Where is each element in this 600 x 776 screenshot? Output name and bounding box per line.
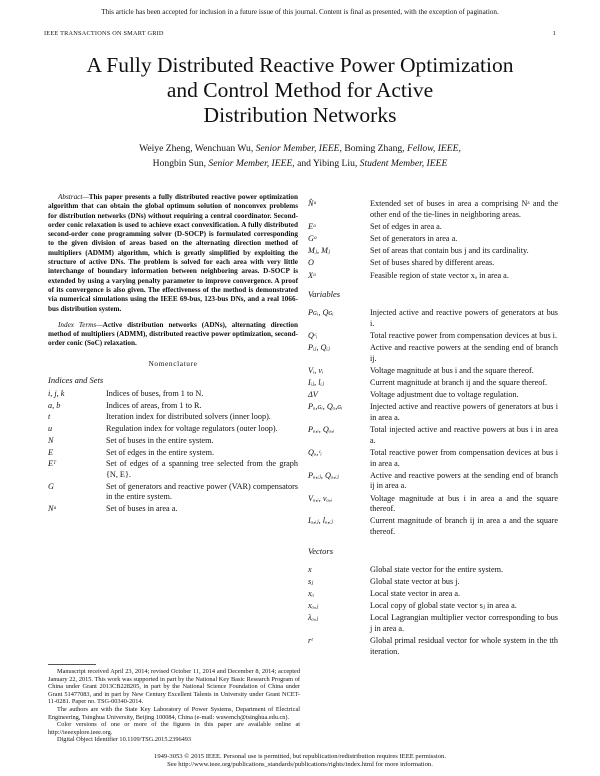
nomenclature-entry: [308, 425, 558, 446]
nomenclature-symbol: N̂ᵃ: [308, 199, 317, 208]
author-role: Student Member, IEEE: [359, 158, 448, 169]
nomenclature-definition: Local Lagrangian multiplier vector corresponding to bus j in area a.: [370, 613, 558, 633]
indices-list: [48, 389, 298, 515]
footnotes: [48, 664, 300, 744]
nomenclature-definition: Global primal residual vector for whole system in the tth iteration.: [370, 636, 558, 656]
author-list: [40, 141, 560, 171]
nomenclature-definition: Injected active and reactive powers of generators at bus i.: [370, 308, 558, 328]
nomenclature-definition: Voltage magnitude at bus i in area a and the square thereof.: [370, 493, 558, 514]
nomenclature-symbol: xₐ,ⱼ: [308, 601, 319, 611]
nomenclature-definition: Current magnitude at branch ij and the square thereof.: [370, 378, 548, 388]
rights-link-line: See http://www.ieee.org/publications_standards/publications/rights/index.html for more information.: [167, 761, 433, 768]
nomenclature-definition: Voltage adjustment due to voltage regulation.: [370, 390, 519, 400]
author-name: Boming Zhang,: [344, 143, 405, 154]
nomenclature-definition: Local state vector in area a.: [370, 588, 461, 598]
nomenclature-entry: [308, 246, 558, 257]
nomenclature-symbol: ΔV: [308, 390, 318, 400]
page-number: 1: [552, 30, 556, 37]
nomenclature-symbol: O: [308, 258, 314, 268]
nomenclature-definition: Feasible region of state vector xₐ in area a.: [370, 270, 509, 280]
nomenclature-definition: Set of generators in area a.: [370, 233, 458, 243]
variables-heading: Variables: [308, 289, 341, 300]
author-name: Hongbin Sun,: [152, 158, 206, 169]
nomenclature-entry: [308, 494, 558, 515]
nomenclature-entry: [48, 389, 298, 400]
nomenclature-entry: [308, 199, 558, 220]
index-terms-text: Active distribution networks (ADNs), alternating direction method of multipliers (ADMM), distributed reactive power optimization, second-order conic (SoC) relaxation.: [48, 320, 298, 348]
nomenclature-entry: [308, 589, 558, 600]
nomenclature-definition: Current magnitude of branch ij in area a and the square thereof.: [370, 516, 558, 536]
nomenclature-entry: [308, 601, 558, 612]
nomenclature-entry: [308, 258, 558, 269]
nomenclature-symbol: Nᵃ: [48, 504, 57, 514]
nomenclature-definition: Set of edges in area a.: [370, 221, 442, 231]
nomenclature-definition: Set of buses in the entire system.: [106, 435, 214, 445]
nomenclature-symbol: a, b: [48, 400, 61, 410]
nomenclature-definition: Global state vector at bus j.: [370, 576, 460, 586]
nomenclature-definition: Total reactive power from compensation devices at bus i.: [370, 330, 557, 340]
nomenclature-entry: [308, 222, 558, 233]
nomenclature-symbol: xₐ: [308, 588, 315, 598]
nomenclature-symbol: Pₐ,ᵢⱼ, Qₐ,ᵢⱼ: [308, 470, 339, 480]
nomenclature-symbol: Pₐ,ᵢ, Qₐ,ᵢ: [308, 425, 335, 435]
nomenclature-symbol: Mⱼ, Mⱼ: [308, 246, 331, 256]
nomenclature-entry: [308, 366, 558, 377]
nomenclature-definition: Global state vector for the entire system.: [370, 564, 504, 574]
footnote-rule: [48, 664, 96, 665]
nomenclature-entry: [48, 459, 298, 480]
nomenclature-definition: Extended set of buses in area a comprising Nᵃ and the other end of the tie-lines in neighboring areas.: [370, 199, 558, 219]
nomenclature-definition: Active and reactive powers at the sending end of branch ij in area a.: [370, 470, 558, 491]
nomenclature-symbol: Pᵢⱼ, Qᵢⱼ: [308, 343, 330, 353]
nomenclature-symbol: Gᵃ: [308, 233, 318, 243]
nomenclature-symbol: N: [48, 435, 54, 445]
abstract-text: This paper presents a fully distributed reactive power optimization algorithm that can obtain the global optimum solution of nonconvex problems for distribution networks (DNs) without requiring a central coordinator. Second-order conic relaxation is used to achieve exact convexification. A fully distributed second-order cone programming solver (D-SOCP) is formulated corresponding to the given division of areas based on the alternating direction method of multipliers (ADMM) algorithm, which is greatly simplified by exploiting the structure of active DNs. The problem is solved for each area with very little interchange of boundary information between neighboring areas. D-SOCP is extended by using a varying penalty parameter to improve convergence. A proof of its convergence is also given. The effectiveness of the method is demonstrated via numerical simulations using the IEEE 69-bus, 123-bus DNs, and a real 1066-bus distribution system.: [48, 193, 298, 313]
nomenclature-definition: Set of generators and reactive power (VAR) compensators in the entire system.: [106, 481, 298, 502]
nomenclature-symbol: sⱼ: [308, 576, 314, 586]
nomenclature-definition: Set of buses in area a.: [106, 504, 178, 514]
variables-list: [308, 308, 558, 537]
author-name: Weiye Zheng, Wenchuan Wu,: [139, 143, 254, 154]
right-column: [308, 199, 558, 659]
nomenclature-symbol: rᵗ: [308, 636, 313, 646]
author-role: Fellow, IEEE,: [407, 143, 461, 154]
abstract-label: Abstract—: [58, 193, 89, 201]
nomenclature-entry: [308, 390, 558, 401]
nomenclature-symbol: G: [48, 481, 54, 491]
nomenclature-definition: Injected active and reactive powers of generators at bus i in area a.: [370, 402, 558, 423]
nomenclature-definition: Voltage magnitude at bus i and the square thereof.: [370, 365, 534, 375]
nomenclature-definition: Set of edges in the entire system.: [106, 447, 215, 457]
nomenclature-symbol: x: [308, 564, 312, 574]
running-head: [44, 30, 556, 37]
nomenclature-definition: Set of edges of a spanning tree selected from the graph {N, E}.: [106, 459, 298, 480]
nomenclature-entry: [48, 424, 298, 435]
nomenclature-symbol: Iᵢⱼ, lᵢⱼ: [308, 378, 325, 388]
nomenclature-definition: Set of areas that contain bus j and its cardinality.: [370, 246, 529, 256]
nomenclature-definition: Indices of areas, from 1 to R.: [106, 400, 202, 410]
nomenclature-entry: [308, 343, 558, 364]
nomenclature-definition: Active and reactive powers at the sending end of branch ij.: [370, 343, 558, 363]
nomenclature-definition: Regulation index for voltage regulators (outer loop).: [106, 424, 278, 434]
title-line: A Fully Distributed Reactive Power Optimization: [86, 53, 514, 77]
sets-list: [308, 199, 558, 281]
copyright-notice: [0, 753, 600, 769]
vectors-heading: Vectors: [308, 545, 334, 556]
nomenclature-entry: [308, 402, 558, 423]
index-terms: [48, 321, 298, 349]
paper-title: [40, 53, 560, 128]
nomenclature-entry: [308, 308, 558, 329]
index-terms-label: Index Terms—: [58, 320, 103, 329]
nomenclature-entry: [308, 577, 558, 588]
nomenclature-entry: [308, 636, 558, 657]
nomenclature-symbol: Qₐ,ᶜᵢ: [308, 448, 322, 457]
nomenclature-symbol: Eᵀ: [48, 459, 57, 469]
footnote-doi: Digital Object Identifier 10.1109/TSG.2015.2396493: [57, 736, 192, 744]
nomenclature-entry: [308, 516, 558, 537]
nomenclature-definition: Total injected active and reactive powers at bus i in area a.: [370, 425, 558, 445]
acceptance-note: This article has been accepted for inclusion in a future issue of this journal. Content is final as presented, with the exception of pagination.: [101, 8, 499, 16]
nomenclature-entry: [308, 471, 558, 492]
nomenclature-symbol: λₐ,ⱼ: [308, 613, 319, 623]
nomenclature-symbol: u: [48, 424, 53, 434]
footnote-affiliation: The authors are with the State Key Laboratory of Power Systems, Department of Electrical Engineering, Tsinghua University, Beijing 100084, China (e-mail: wuwench@tsinghua.edu.cn).: [48, 705, 300, 721]
nomenclature-symbol: Xᵃ: [308, 270, 317, 280]
nomenclature-entry: [308, 565, 558, 576]
author-line: [40, 156, 560, 171]
nomenclature-definition: Local copy of global state vector sⱼ in area a.: [370, 601, 517, 611]
nomenclature-heading: Nomenclature: [148, 358, 198, 368]
author-role: Senior Member, IEEE,: [255, 143, 342, 154]
journal-name: IEEE TRANSACTIONS ON SMART GRID: [44, 30, 164, 37]
nomenclature-symbol: Qᶜᵢ: [308, 330, 318, 340]
nomenclature-entry: [48, 482, 298, 503]
nomenclature-entry: [48, 436, 298, 447]
left-column: [48, 193, 298, 516]
title-line: and Control Method for Active: [166, 78, 434, 102]
nomenclature-symbol: Iₐ,ᵢⱼ, lₐ,ᵢⱼ: [308, 516, 333, 526]
nomenclature-symbol: E: [48, 447, 54, 457]
author-role: Senior Member, IEEE,: [208, 158, 295, 169]
nomenclature-entry: [48, 412, 298, 423]
nomenclature-symbol: Vₐ,ᵢ, vₐ,ᵢ: [308, 493, 333, 503]
nomenclature-entry: [308, 613, 558, 634]
nomenclature-symbol: i, j, k: [48, 388, 65, 398]
nomenclature-definition: Iteration index for distributed solvers (inner loop).: [106, 412, 271, 422]
nomenclature-symbol: Vᵢ, vᵢ: [308, 365, 324, 375]
abstract: [48, 193, 298, 314]
copyright-line: 1949-3053 © 2015 IEEE. Personal use is permitted, but republication/redistribution requires IEEE permission.: [154, 753, 446, 760]
nomenclature-definition: Total reactive power from compensation devices at bus i in area a.: [370, 448, 558, 468]
nomenclature-symbol: Eᵃ: [308, 221, 317, 231]
author-line: [40, 141, 560, 156]
nomenclature-entry: [308, 271, 558, 282]
footnote-manuscript: Manuscript received April 23, 2014; revised October 11, 2014 and December 8, 2014; accepted January 22, 2015. This work was supported in part by the National Key Basic Research Program of China under Grant 2013CB228205, in part by the National Science Foundation of China under Grant 51477083, and in part by New Century Excellent Talents in University under Grant NCET-11-0281. Paper no. TSG-00340-2014.: [48, 668, 300, 706]
vectors-list: [308, 565, 558, 658]
nomenclature-entry: [308, 234, 558, 245]
nomenclature-definition: Indices of buses, from 1 to N.: [106, 388, 204, 398]
nomenclature-entry: [308, 378, 558, 389]
nomenclature-entry: [308, 331, 558, 342]
nomenclature-symbol: Pɢᵢ, Qɢᵢ: [308, 308, 334, 318]
indices-heading: Indices and Sets: [48, 374, 104, 385]
nomenclature-entry: [48, 448, 298, 459]
nomenclature-symbol: t: [48, 412, 51, 422]
nomenclature-definition: Set of buses shared by different areas.: [370, 258, 495, 268]
nomenclature-symbol: Pₐ,ɢᵢ, Qₐ,ɢᵢ: [308, 402, 343, 412]
footnote-color-versions: Color versions of one or more of the figures in this paper are available online at http://ieeexplore.ieee.org.: [48, 721, 300, 736]
nomenclature-entry: [48, 504, 298, 515]
nomenclature-entry: [308, 448, 558, 469]
title-line: Distribution Networks: [203, 103, 397, 127]
author-name: and Yibing Liu,: [297, 158, 358, 169]
nomenclature-entry: [48, 401, 298, 412]
